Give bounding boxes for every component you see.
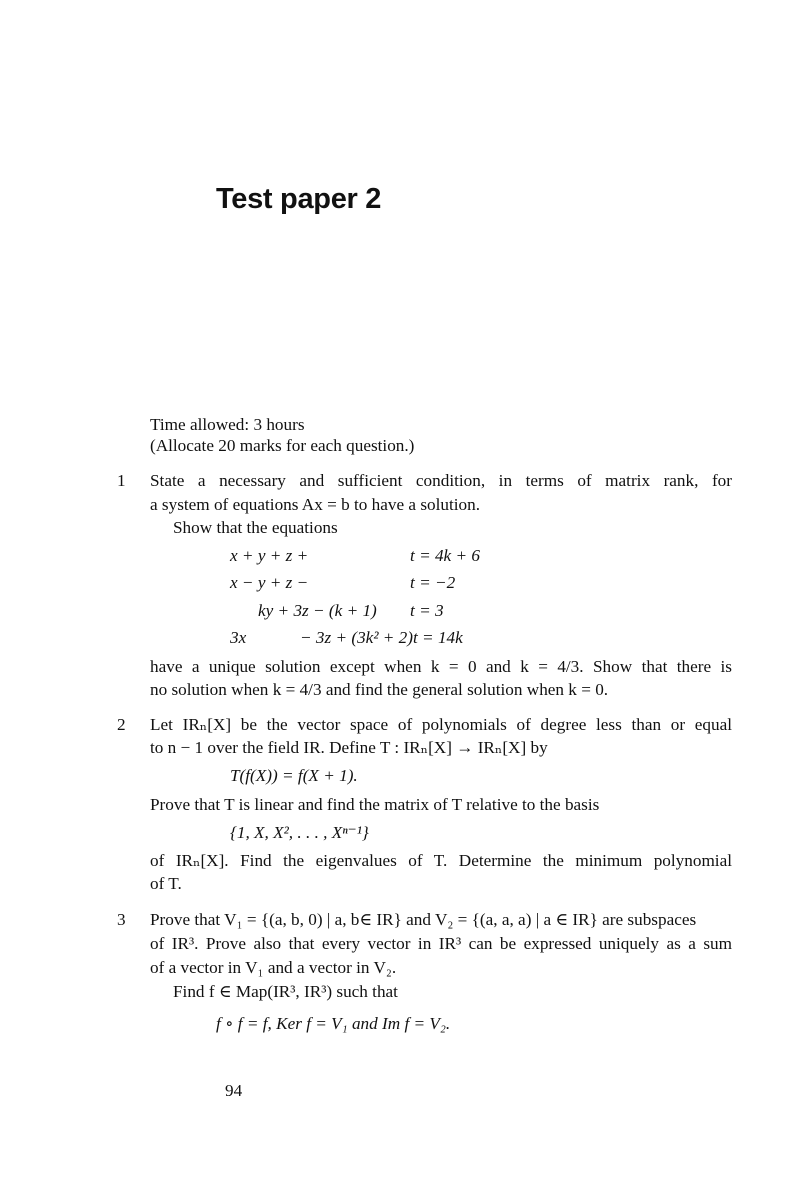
- time-allowed: Time allowed: 3 hours: [150, 415, 305, 434]
- q1-line-2: a system of equations Ax = b to have a solution.: [150, 495, 481, 514]
- q1-eq2-rhs: t = −2: [410, 573, 456, 592]
- q1-eq2-lhs: x − y + z −: [230, 573, 309, 592]
- question-2-number: 2: [117, 715, 126, 734]
- question-3-number: 3: [117, 910, 126, 929]
- q1-eq4-a: 3x: [230, 628, 247, 647]
- q3-eq-1: f ∘ f = f, Ker f = V₁ and Im f = V₂.: [216, 1014, 451, 1033]
- q2-line-4: of IRₙ[X]. Find the eigenvalues of T. Determine the minimum polynomial: [150, 851, 732, 870]
- q1-eq4-b: − 3z + (3k² + 2)t = 14k: [300, 628, 463, 647]
- question-1-number: 1: [117, 471, 126, 490]
- q2-eq-2: {1, X, X², . . . , Xⁿ⁻¹}: [230, 823, 369, 842]
- q1-eq3-rhs: t = 3: [410, 601, 444, 620]
- page-title: Test paper 2: [216, 183, 382, 215]
- q3-line-4: Find f ∈ Map(IR³, IR³) such that: [173, 982, 398, 1001]
- q2-line-2: to n − 1 over the field IR. Define T : IRₙ[X] → IRₙ[X] by: [150, 738, 548, 757]
- page-number: 94: [225, 1081, 243, 1100]
- q1-eq3-lhs: ky + 3z − (k + 1): [258, 601, 377, 620]
- q1-line-5: no solution when k = 4/3 and find the general solution when k = 0.: [150, 680, 609, 699]
- q2-line-5: of T.: [150, 874, 182, 893]
- q2-eq-1: T(f(X)) = f(X + 1).: [230, 766, 358, 785]
- q3-line-1: Prove that V₁ = {(a, b, 0) | a, b∈ IR} and V₂ = {(a, a, a) | a ∈ IR} are subspaces: [150, 910, 697, 929]
- q1-line-1: State a necessary and sufficient condition, in terms of matrix rank, for: [150, 471, 732, 490]
- q3-line-2: of IR³. Prove also that every vector in IR³ can be expressed uniquely as a sum: [150, 934, 732, 953]
- q2-line-1: Let IRₙ[X] be the vector space of polynomials of degree less than or equal: [150, 715, 732, 734]
- q1-eq1-rhs: t = 4k + 6: [410, 546, 480, 565]
- marks-note: (Allocate 20 marks for each question.): [150, 436, 415, 455]
- q3-line-3: of a vector in V₁ and a vector in V₂.: [150, 958, 397, 977]
- q2-line-3: Prove that T is linear and find the matrix of T relative to the basis: [150, 795, 600, 814]
- q1-line-4: have a unique solution except when k = 0 and k = 4/3. Show that there is: [150, 657, 732, 676]
- q1-eq1-lhs: x + y + z +: [230, 546, 309, 565]
- q1-line-3: Show that the equations: [173, 518, 338, 537]
